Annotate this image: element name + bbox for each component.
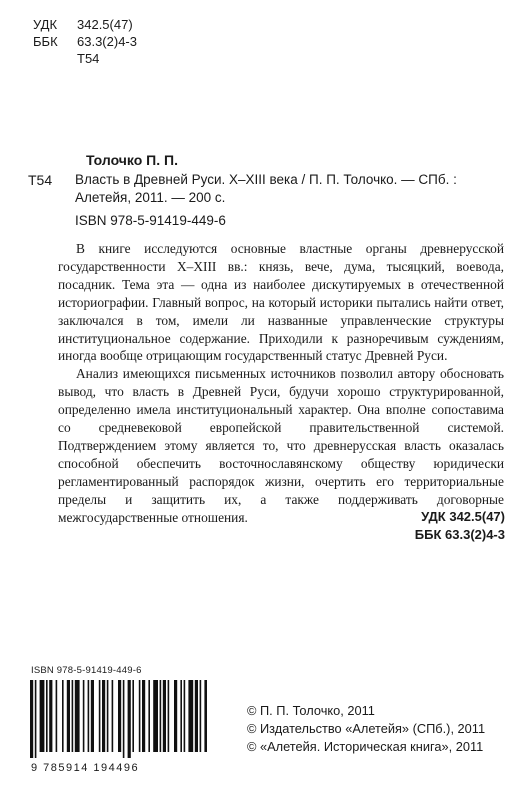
barcode-image: [29, 680, 207, 758]
author-name: Толочко П. П.: [86, 152, 178, 168]
barcode-isbn-text: ISBN 978-5-91419-449-6: [31, 665, 142, 676]
bibliographic-description: [75, 171, 505, 207]
abstract: [58, 240, 504, 527]
abstract-paragraph-2: Анализ имеющихся письменных источников позволил автору обосновать вывод, что власть в Древней Руси, будучи хорошо структурированной, определенно имела институциональный характер. Она вполне сопоставима со средневековой европейской правительственной системой. Подтверждением этому является то, что древнерусская власть оказалась способной обеспечить восточнославянскому обществу юридически регламентированный распорядок жизни, очертить его территориальные пределы и защитить их, а также поддерживать договорные межгосударственные отношения.: [58, 366, 504, 525]
udk-label: УДК: [33, 17, 58, 32]
bbk-row: [33, 33, 137, 50]
biblio-line-2: Алетейя, 2011. — 200 с.: [75, 190, 226, 205]
barcode-digits: 9 785914 194496: [31, 762, 140, 774]
copyright-line-1: © П. П. Толочко, 2011: [247, 703, 375, 718]
classification-block: [33, 16, 137, 67]
udk-row: [33, 16, 137, 33]
udk-value: 342.5(47): [77, 17, 133, 32]
copyright-line-3: © «Алетейя. Историческая книга», 2011: [247, 739, 484, 754]
author-sign-code: Т54: [77, 51, 100, 66]
bbk-index: ББК 63.3(2)4-3: [414, 527, 505, 542]
biblio-line-1: Власть в Древней Руси. X–XIII века / П. П. Толочко. — СПб. :: [75, 172, 457, 187]
copyright-line-2: © Издательство «Алетейя» (СПб.), 2011: [247, 721, 486, 736]
bbk-value: 63.3(2)4-3: [77, 34, 137, 49]
copyright-block: [247, 702, 485, 756]
entry-author-code: Т54: [28, 172, 53, 188]
abstract-paragraph-1: В книге исследуются основные властные органы древнерусской государственности X–XIII вв.: князь, вече, дума, тысяцкий, воевода, посадник. Тема эта — одна из наиболее дискутируемых в отечественной историографии. Главный вопрос, на который историки пытались найти ответ, заключался в том, имели ли названные управленческие структуры институциональное содержание. Приходили к разноречивым суждениям, иногда вообще отрицающим государственный статус Древней Руси.: [58, 241, 504, 364]
bbk-label: ББК: [33, 34, 58, 49]
udk-index: УДК 342.5(47): [421, 509, 505, 524]
isbn-line: ISBN 978-5-91419-449-6: [75, 213, 226, 228]
